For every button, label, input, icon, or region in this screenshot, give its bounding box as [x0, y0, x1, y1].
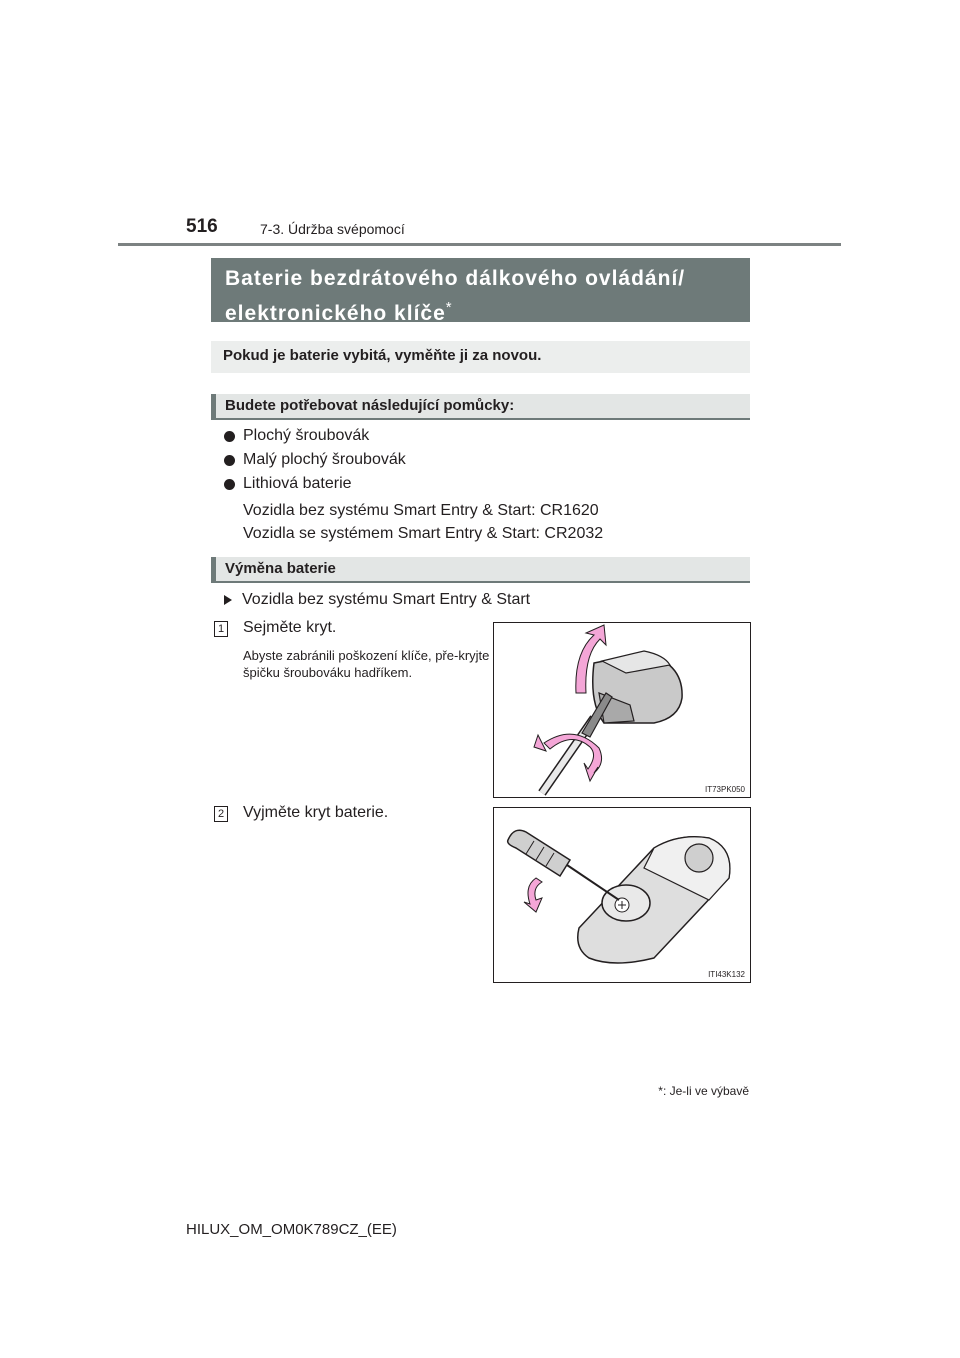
figure-code: ITI43K132: [708, 970, 745, 979]
intro-text: Pokud je baterie vybitá, vyměňte ji za novou.: [223, 347, 542, 364]
list-item: [224, 451, 406, 469]
tools-heading: [211, 394, 750, 420]
replacement-heading: [211, 557, 750, 583]
battery-line: Vozidla bez systému Smart Entry & Start: CR1620: [243, 502, 599, 519]
footnote: *: Je-li ve výbavě: [658, 1084, 749, 1098]
list-item: [224, 427, 369, 445]
title-band: [211, 258, 750, 325]
step-number: 1: [214, 621, 228, 637]
page-number: 516: [186, 216, 218, 237]
figure-code: IT73PK050: [704, 785, 745, 794]
figure-remove-cover: [493, 622, 751, 798]
asterisk-icon: *: [445, 299, 452, 316]
key-battery-illustration: [494, 808, 750, 982]
section-label: 7-3. Údržba svépomocí: [260, 221, 405, 237]
tools-heading-text: Budete potřebovat následující pomůcky:: [225, 397, 515, 414]
bullet-icon: [224, 479, 235, 490]
step-text: Sejměte kryt.: [243, 619, 337, 636]
variant-text: Vozidla bez systému Smart Entry & Start: [242, 591, 531, 608]
bullet-icon: [224, 455, 235, 466]
key-cover-illustration: [494, 623, 750, 797]
triangle-right-icon: [224, 595, 232, 605]
intro-band: [211, 341, 750, 373]
step-text: Vyjměte kryt baterie.: [243, 804, 389, 821]
list-item-text: Lithiová baterie: [243, 475, 352, 492]
page-title-line1: Baterie bezdrátového dálkového ovládání/: [225, 267, 686, 290]
step-number: 2: [214, 806, 228, 822]
replacement-heading-text: Výměna baterie: [225, 560, 336, 577]
page-title-line2: elektronického klíče: [225, 302, 446, 325]
header-rule: [118, 243, 841, 246]
bullet-icon: [224, 431, 235, 442]
variant-line: [224, 591, 530, 609]
list-item: [224, 475, 352, 493]
list-item-text: Plochý šroubovák: [243, 427, 370, 444]
document-id: HILUX_OM_OM0K789CZ_(EE): [186, 1221, 397, 1238]
page-title: [225, 264, 685, 328]
figure-remove-battery-cover: [493, 807, 751, 983]
list-item-text: Malý plochý šroubovák: [243, 451, 406, 468]
step-note: Abyste zabránili poškození klíče, pře-kryjte špičku šroubováku hadříkem.: [243, 648, 490, 680]
battery-line: Vozidla se systémem Smart Entry & Start: CR2032: [243, 525, 604, 542]
